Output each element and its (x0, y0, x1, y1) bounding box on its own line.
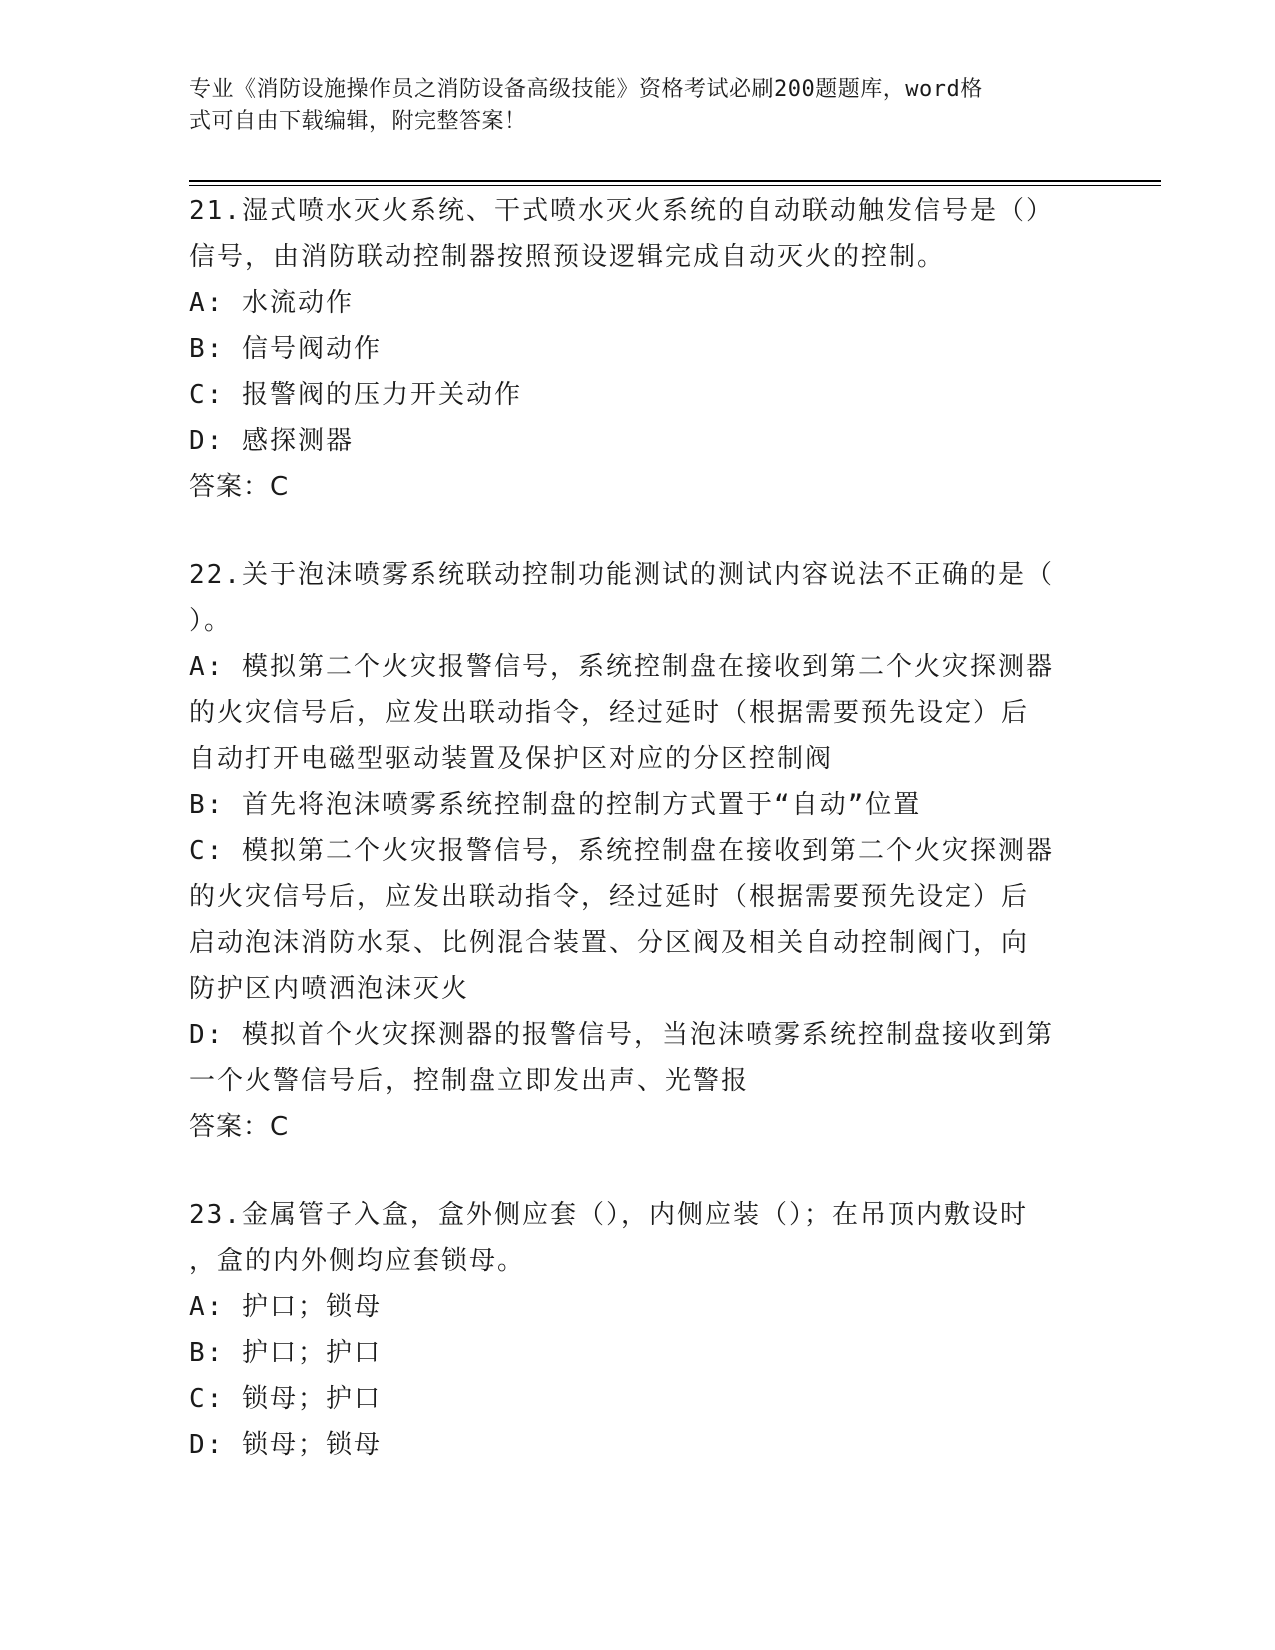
option-c: C: 模拟第二个火灾报警信号，系统控制盘在接收到第二个火灾探测器 (189, 836, 1054, 866)
question-23 (189, 1192, 1089, 1468)
answer-label: 答案：C (189, 1112, 290, 1142)
option-c-cont: 启动泡沫消防水泵、比例混合装置、分区阀及相关自动控制阀门，向 (189, 928, 1030, 958)
question-22 (189, 552, 1089, 1150)
option-d: D: 感探测器 (189, 426, 354, 456)
option-b: B: 护口；护口 (189, 1338, 382, 1368)
question-21 (189, 188, 1089, 510)
header-line: 专业《消防设施操作员之消防设备高级技能》资格考试必刷200题题库，word格 (189, 77, 983, 102)
header-divider-thin (189, 185, 1161, 186)
header-line: 式可自由下载编辑，附完整答案！ (189, 109, 527, 134)
option-a-cont: 自动打开电磁型驱动装置及保护区对应的分区控制阀 (189, 744, 834, 774)
question-stem: 23.金属管子入盒，盒外侧应套（），内侧应装（）；在吊顶内敷设时 (189, 1200, 1028, 1230)
option-a: A: 模拟第二个火灾报警信号，系统控制盘在接收到第二个火灾探测器 (189, 652, 1054, 682)
option-d: D: 锁母；锁母 (189, 1430, 382, 1460)
option-b: B: 首先将泡沫喷雾系统控制盘的控制方式置于“自动”位置 (189, 790, 922, 820)
question-stem: 信号，由消防联动控制器按照预设逻辑完成自动灭火的控制。 (189, 242, 946, 272)
question-stem: ）。 (189, 606, 233, 636)
answer-label: 答案：C (189, 472, 290, 502)
document-header (189, 74, 1074, 138)
option-a: A: 护口；锁母 (189, 1292, 382, 1322)
header-divider-thick (189, 180, 1161, 182)
question-stem: 21.湿式喷水灭火系统、干式喷水灭火系统的自动联动触发信号是（） (189, 196, 1054, 226)
option-d: D: 模拟首个火灾探测器的报警信号，当泡沫喷雾系统控制盘接收到第 (189, 1020, 1054, 1050)
question-stem: ，盒的内外侧均应套锁母。 (189, 1246, 526, 1276)
option-c: C: 报警阀的压力开关动作 (189, 380, 522, 410)
option-c: C: 锁母；护口 (189, 1384, 382, 1414)
option-b: B: 信号阀动作 (189, 334, 382, 364)
option-a-cont: 的火灾信号后，应发出联动指令，经过延时（根据需要预先设定）后 (189, 698, 1030, 728)
question-list (189, 188, 1089, 1468)
question-stem: 22.关于泡沫喷雾系统联动控制功能测试的测试内容说法不正确的是（ (189, 560, 1054, 590)
option-a: A: 水流动作 (189, 288, 354, 318)
option-c-cont: 防护区内喷洒泡沫灭火 (189, 974, 470, 1004)
option-d-cont: 一个火警信号后，控制盘立即发出声、光警报 (189, 1066, 750, 1096)
option-c-cont: 的火灾信号后，应发出联动指令，经过延时（根据需要预先设定）后 (189, 882, 1030, 912)
